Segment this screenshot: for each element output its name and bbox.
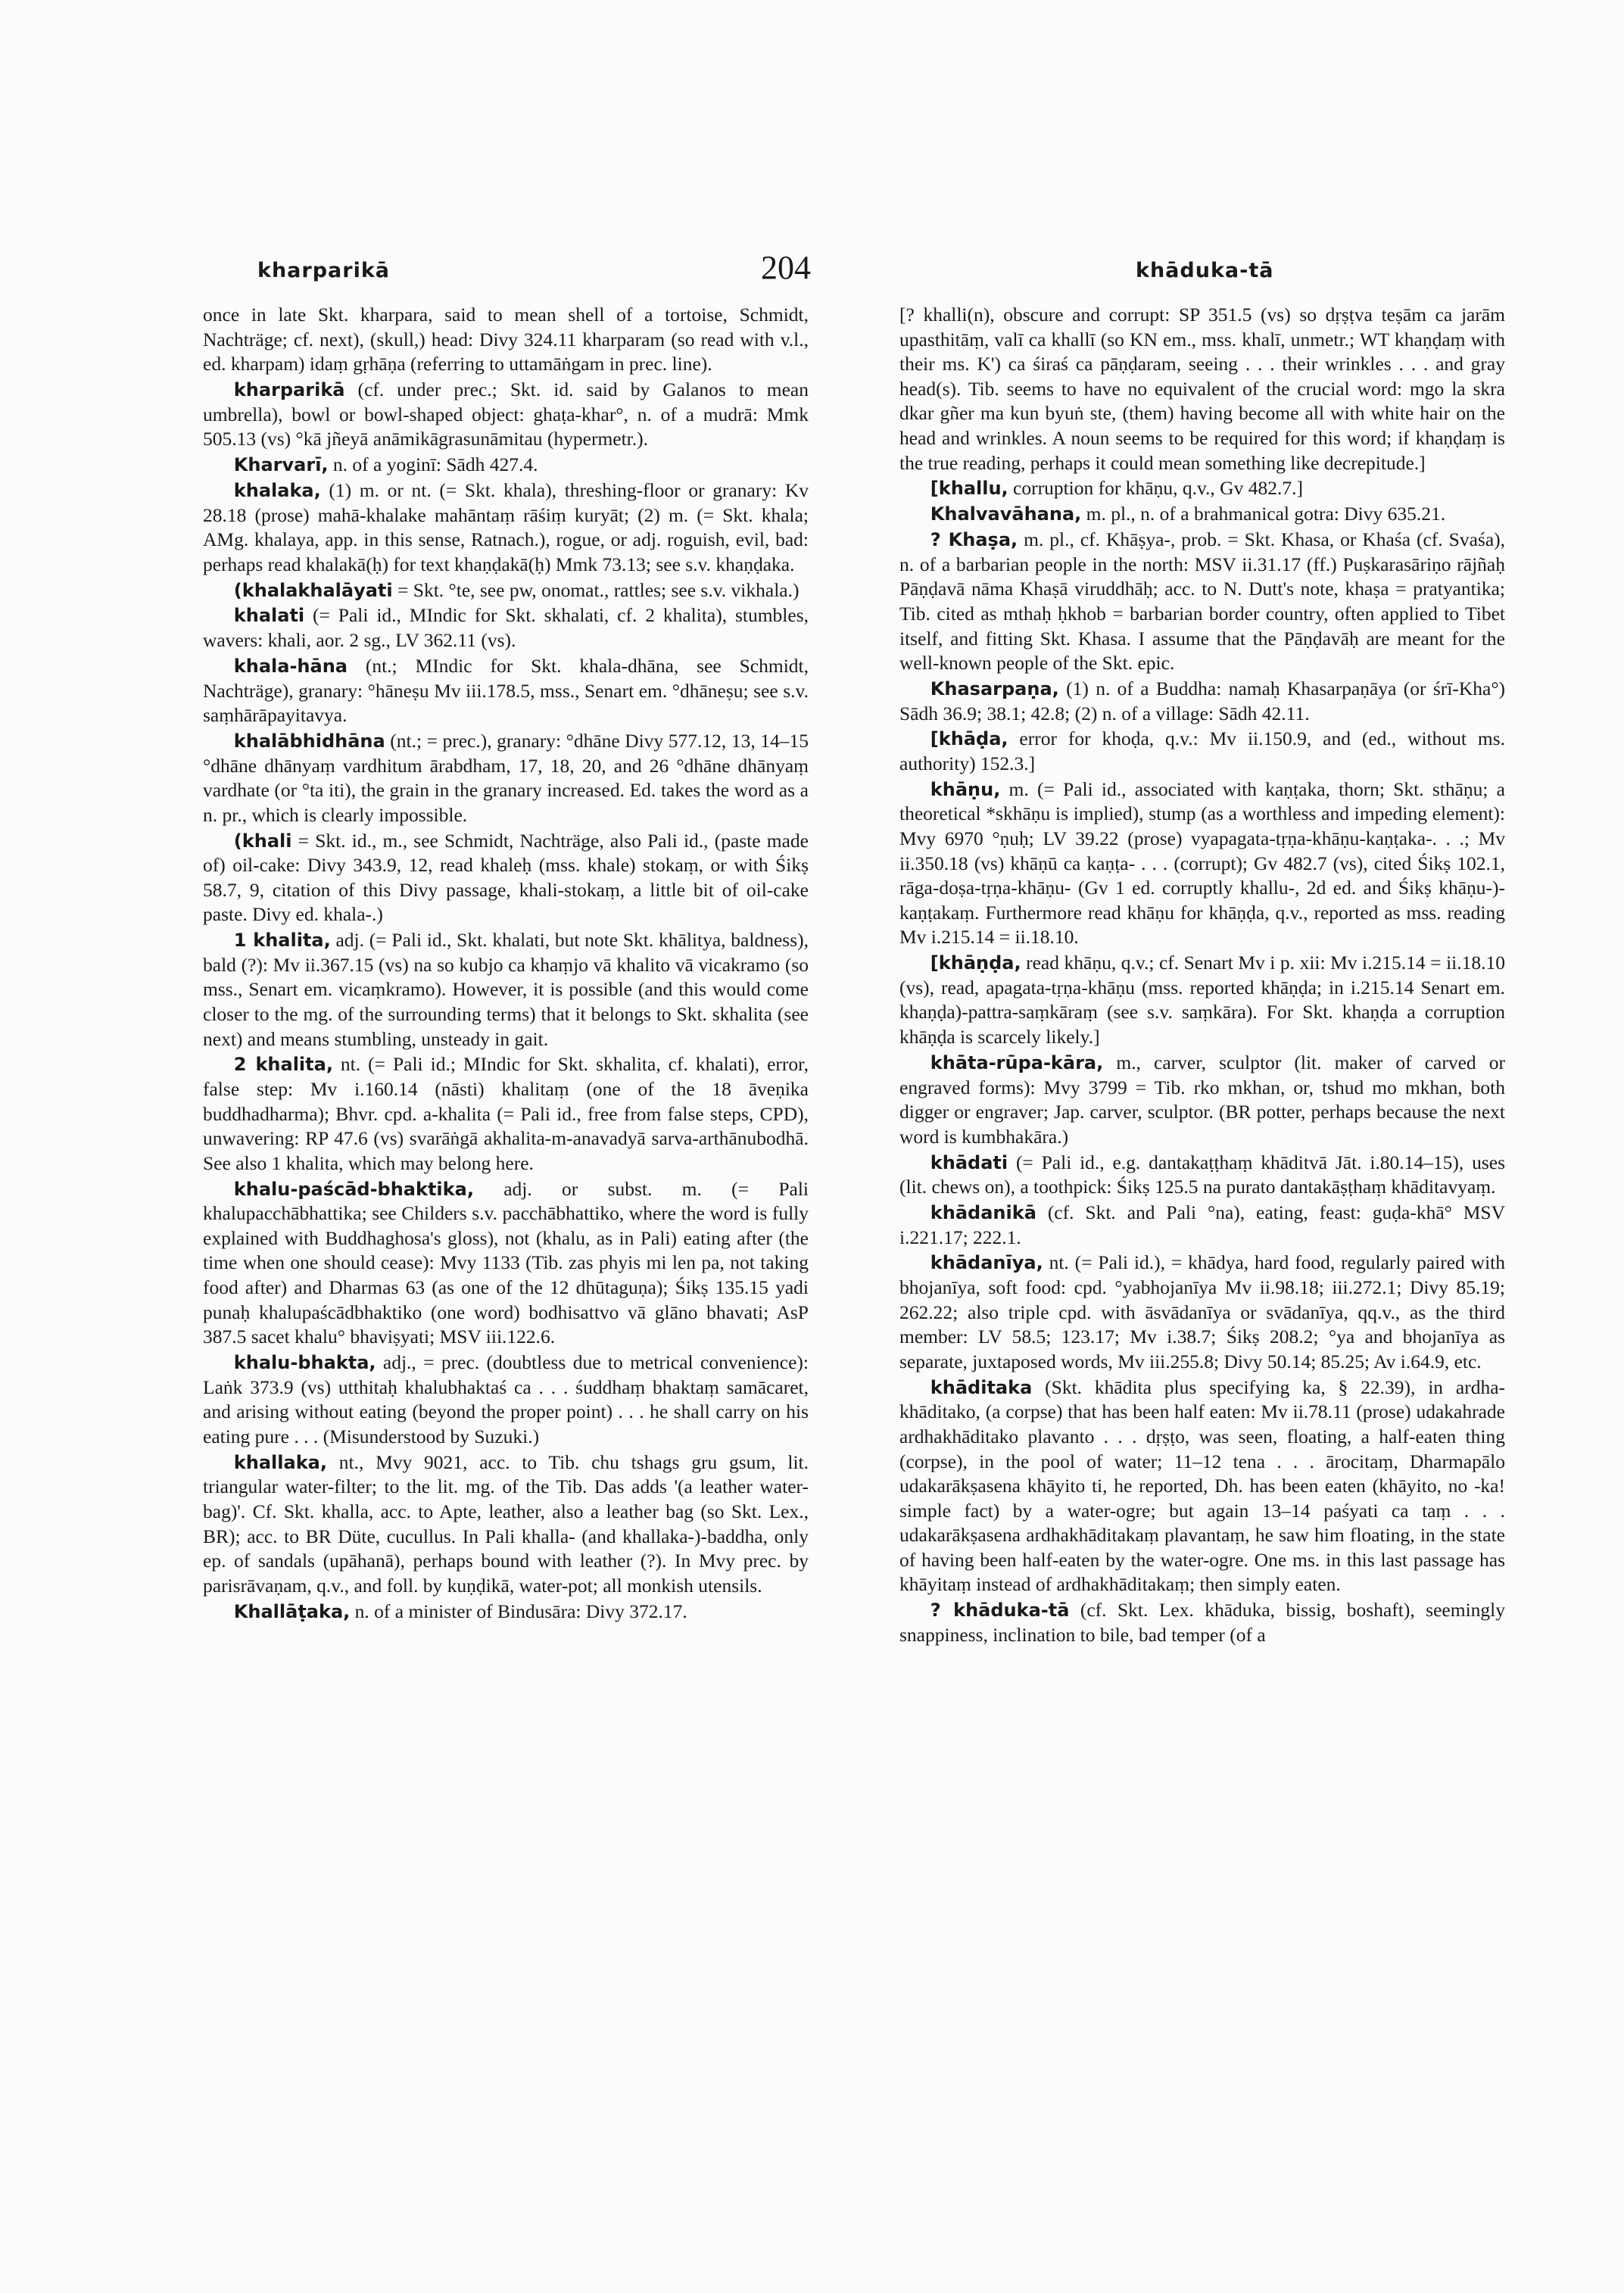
entry-headword: khalu-paścād-bhaktika,	[233, 1178, 474, 1200]
dictionary-entry	[899, 777, 1505, 950]
entry-text: (nt.; = prec.), granary: °dhāne Divy 577.12, 13, 14–15 °dhāne dhānyaṃ vardhitum ārabdham, 17, 18, 20, and 26 °dhāne dhānyaṃ vardhate (or °ta iti), the grain in the granary increased. Ed. takes the word as a n. pr., which is clearly impossible.	[203, 729, 809, 826]
entry-text: (1) n. of a Buddha: namaḥ Khasarpaṇāya (or śrī-Kha°) Sādh 36.9; 38.1; 42.8; (2) n. of a village: Sādh 42.11.	[899, 677, 1506, 724]
entry-text: (= Pali id., e.g. dantakaṭṭhaṃ khāditvā Jāt. i.80.14–15), uses (lit. chews on), a toothpick: Śikṣ 125.5 na puratо dantakāṣṭhaṃ khāditavyaṃ.	[899, 1151, 1506, 1198]
dictionary-entry	[203, 578, 809, 603]
dictionary-entry	[203, 654, 809, 728]
entry-text: nt. (= Pali id.; MIndic for Skt. skhalita, cf. khalati), error, false step: Mv i.160.14 (nāsti) khalitaṃ (one of the 18 āveṇika buddhadharma); Bhvr. cpd. a-khalita (= Pali id., free from false steps, CPD), unwavering: RP 47.6 (vs) svarāṅgā akhalita-m-anavadyā sarva-arthānubodhā. See also 1 khalita, which may belong here.	[203, 1053, 809, 1174]
entry-headword: khalaka,	[233, 479, 321, 501]
entry-text: (cf. Skt. Lex. khāduka, bissig, boshaft), seemingly snappiness, inclination to bile, bad temper (of a	[899, 1599, 1505, 1646]
entry-headword: (khali	[233, 830, 292, 852]
dictionary-entry	[899, 1201, 1505, 1250]
entry-headword: Kharvarī,	[233, 454, 329, 476]
dictionary-entry	[203, 478, 809, 577]
dictionary-entry	[899, 677, 1505, 726]
left-column	[203, 303, 809, 1625]
dictionary-entry	[899, 528, 1505, 676]
entry-headword: khāditaka	[930, 1376, 1033, 1398]
entry-text: = Skt. °te, see pw, onomat., rattles; see s.v. vikhala.)	[397, 578, 800, 601]
dictionary-entry	[203, 928, 809, 1051]
dictionary-entry	[899, 1598, 1505, 1647]
entry-text: (cf. under prec.; Skt. id. said by Galanos to mean umbrella), bowl or bowl-shaped object: ghaṭa-khar°, n. of a mudrā: Mmk 505.13 (vs) °kā jñeyā anāmikāgrasunāmitau (hypermetr.).	[203, 379, 809, 450]
right-column	[899, 303, 1505, 1649]
dictionary-entry	[899, 1151, 1505, 1200]
entry-headword: khādanīya,	[930, 1252, 1043, 1274]
dictionary-entry	[203, 1052, 809, 1176]
entry-text: adj. or subst. m. (= Pali khalupacchābhattika; see Childers s.v. pacchābhattiko, where the word is fully explained with Buddhaghosa's gloss), not (khalu, as in Pali) eating after (the time when one should cease): Mvy 1133 (Tib. zas phyis mi len pa, not taking food after) and Dharmas 63 (as one of the 12 dhūtaguṇa); Śikṣ 135.15 yadi punaḥ khalupaścādbhaktiko (one word) bodhisattvo vā glāno bhavati; AsP 387.5 sacet khalu° bhaviṣyati; MSV iii.122.6.	[203, 1177, 809, 1348]
entry-headword: khāṇu,	[930, 778, 1001, 800]
dictionary-entry	[899, 502, 1505, 527]
entry-text: n. of a yoginī: Sādh 427.4.	[332, 453, 538, 476]
entry-headword: Khalvavāhana,	[930, 503, 1082, 525]
entry-text: (cf. Skt. and Pali °na), eating, feast: guḍa-khā° MSV i.221.17; 222.1.	[899, 1201, 1506, 1248]
entry-text: nt., Mvy 9021, acc. to Tib. chu tshags gru gsum, lit. triangular water-filter; to the lit. mg. of the Tib. Das adds '(a leather water-bag)'. Cf. Skt. khalla, acc. to Apte, leather, also a leather bag (so Skt. Lex., BR); acc. to BR Düte, cucullus. In Pali khalla- (and khallaka-)-baddha, only ep. of sandals (upāhanā), perhaps bound with leather (?). In Mvy prec. by parisrāvaṇam, q.v., and foll. by kuṇḍikā, water-pot; all monkish utensils.	[203, 1450, 809, 1597]
entry-headword: [khāḍa,	[930, 728, 1008, 750]
entry-headword: [khallu,	[930, 478, 1008, 500]
dictionary-entry	[203, 1450, 809, 1599]
dictionary-entry	[899, 476, 1505, 501]
entry-text: m. (= Pali id., associated with kaṇṭaka, thorn; Skt. sthāṇu; a theoretical *skhāṇu is implied), stump (as a worthless and impeding element): Mvy 6970 °ṇuḥ; LV 39.22 (prose) vyapagata-tṛṇa-khāṇu-kaṇṭaka-. . .; Mv ii.350.18 (vs) khāṇū ca kaṇṭa- . . . (corrupt); Gv 482.7 (vs), cited Śikṣ 102.1, rāga-doṣa-tṛṇa-khāṇu- (Gv 1 ed. corruptly khallu-, 2d ed. and Śikṣ khāṇu-)-kaṇṭakaṃ. Furthermore read khāṇu for khāṇḍa, q.v., reported as mss. reading Mv i.215.14 = ii.18.10.	[899, 777, 1505, 949]
entry-headword: khallaka,	[233, 1451, 327, 1473]
entry-headword: Khallāṭaka,	[233, 1600, 351, 1622]
entry-text: (1) m. or nt. (= Skt. khala), threshing-floor or granary: Kv 28.18 (prose) mahā-khalake mahāntaṃ rāśiṃ kuryāt; (2) m. (= Skt. khala; AMg. khalaya, app. in this sense, Ratnach.), rogue, or adj. roguish, evil, bad: perhaps read khalakā(ḥ) for text khaṇḍakā(ḥ) Mmk 73.13; see s.v. khaṇḍaka.	[203, 478, 809, 575]
entry-text: corruption for khāṇu, q.v., Gv 482.7.]	[1013, 477, 1303, 500]
entry-text: (nt.; MIndic for Skt. khala-dhāna, see Schmidt, Nachträge), granary: °hāneṣu Mv iii.178.5, mss., Senart em. °dhāneṣu; see s.v. saṃhārāpayitavya.	[203, 654, 809, 727]
dictionary-entry	[899, 951, 1505, 1049]
entry-text: read khāṇu, q.v.; cf. Senart Mv i p. xii: Mv i.215.14 = ii.18.10 (vs), read, apagata-tṛṇa-khāṇu (mss. reported khāṇḍa; in i.215.14 Senart em. khaṇḍa)-pattra-saṃkāraṃ (see s.v. saṃkāra). For Skt. khaṇḍa a corruption khāṇḍa is scarcely likely.]	[899, 952, 1505, 1048]
page-header	[0, 248, 1624, 294]
dictionary-entry	[899, 1375, 1505, 1597]
entry-headword: khādati	[930, 1151, 1008, 1173]
dictionary-entry	[899, 1051, 1505, 1149]
entry-text: nt. (= Pali id.), = khādya, hard food, regularly paired with bhojanīya, soft food: cpd. °yabhojanīya Mv ii.98.18; iii.272.1; Divy 85.19; 262.22; also triple cpd. with āsvādanīya or svādanīya, qq.v., as the third member: LV 58.5; 123.17; Mv i.38.7; Śikṣ 208.2; °ya and bhojanīya as separate, juxtaposed words, Mv iii.255.8; Divy 50.14; 85.25; Av i.64.9, etc.	[899, 1251, 1506, 1372]
entry-text: adj., = prec. (doubtless due to metrical convenience): Laṅk 373.9 (vs) utthitaḥ khalubhaktaś ca . . . śuddhaṃ bhaktaṃ samācaret, and arising without eating (beyond the proper point) . . . he shall carry on his eating pure . . . (Misunderstood by Suzuki.)	[203, 1351, 809, 1447]
entry-text: n. of a minister of Bindusāra: Divy 372.17.	[354, 1600, 687, 1622]
entry-text: m. pl., cf. Khāṣya-, prob. = Skt. Khasa, or Khaśa (cf. Svaśa), n. of a barbarian people in the north: MSV ii.31.17 (ff.) Puṣkarasāriṇo rājñaḥ Pāṇḍavā nāma Khaṣā viruddhāḥ; acc. to N. Dutt's note, khaṣa = pratyantika; Tib. cited as mthaḥ ḥkhob = barbarian border country, often applied to Tibet itself, and fitting Skt. Khasa. I assume that the Pāṇḍavāḥ are meant for the well-known people of the Skt. epic.	[899, 528, 1505, 675]
dictionary-entry	[203, 603, 809, 653]
entry-headword: khalu-bhakta,	[233, 1352, 376, 1374]
entry-headword: kharparikā	[233, 379, 345, 401]
dictionary-entry	[203, 1351, 809, 1449]
dictionary-entry	[203, 453, 809, 478]
entry-headword: 2 khalita,	[233, 1054, 333, 1076]
entry-headword: Khasarpaṇa,	[930, 678, 1059, 699]
dictionary-entry	[203, 729, 809, 827]
entry-text: (Skt. khādita plus specifying ka, § 22.39), in ardha-khāditako, (a corpse) that has been half eaten: Mv ii.78.11 (prose) udakahrade ardhakhāditako plavanto . . . dṛṣṭo, was seen, floating, a half-eaten thing (corpse), in the pool of water; 11–12 tena . . . ārocitaṃ, Dharmapālo udakarākṣasena khāyito ti, he reported, Dh. has been eaten (khāyito, no -ka! simple fact) by a water-ogre; but again 13–14 paśyati ca taṃ . . . udakarākṣasena ardhakhāditakaṃ plavantaṃ, he saw him floating, in the state of having been half-eaten by the water-ogre. One ms. in this last passage has khāyitaṃ instead of ardhakhāditakaṃ; then simply eaten.	[899, 1375, 1506, 1596]
entry-headword: khala-hāna	[233, 655, 348, 677]
right-guide-word: khāduka-tā	[1136, 259, 1274, 282]
dictionary-entry	[203, 829, 809, 927]
entry-text: adj. (= Pali id., Skt. khalati, but note Skt. khālitya, baldness), bald (?): Mv ii.367.15 (vs) na so kubjo ca khaṃjo vā khalito vā vicakramo (so mss., Senart em. vicaṃkramo). However, it is possible (and this would come closer to the mg. of the surrounding terms) that it belongs to Skt. skhalita (see next) and means stumbling, unsteady in gait.	[203, 929, 809, 1050]
entry-text: error for khoḍa, q.v.: Mv ii.150.9, and (ed., without ms. authority) 152.3.]	[899, 727, 1505, 775]
entry-headword: khāta-rūpa-kāra,	[930, 1051, 1104, 1073]
dictionary-entry	[203, 303, 809, 377]
entry-headword: ? Khaṣa,	[930, 529, 1018, 551]
dictionary-entry	[203, 1177, 809, 1350]
entry-text: m. pl., n. of a brahmanical gotra: Divy 635.21.	[1086, 503, 1446, 525]
dictionary-entry	[203, 378, 809, 452]
entry-headword: (khalakhalāyati	[233, 579, 393, 601]
entry-text: m., carver, sculptor (lit. maker of carved or engraved forms): Mvy 3799 = Tib. rko mkhan, or, tshud mo mkhan, both digger or engraver; Jap. carver, sculptor. (BR potter, perhaps because the next word is kumbhakāra.)	[899, 1051, 1505, 1148]
dictionary-entry	[203, 1600, 809, 1625]
entry-headword: khādanikā	[930, 1202, 1036, 1224]
dictionary-entry	[899, 1251, 1505, 1374]
entry-headword: 1 khalita,	[233, 930, 331, 952]
entry-text: (= Pali id., MIndic for Skt. skhalati, cf. 2 khalita), stumbles, wavers: khali, aor. 2 sg., LV 362.11 (vs).	[203, 604, 809, 652]
entry-headword: khalati	[233, 605, 305, 627]
dictionary-entry	[899, 727, 1505, 776]
dictionary-entry	[899, 303, 1505, 475]
entry-text: [? khalli(n), obscure and corrupt: SP 351.5 (vs) so dṛṣṭva teṣām ca jarām upasthitāṃ, valī ca khallī (so KN em., mss. khalī, unmetr.; WT khaṇḍaṃ with their ms. K') ca śiraś ca pāṇḍaram, seeing . . . their wrinkles . . . and gray head(s). Tib. seems to have no equivalent of the crucial word: mgo la skra dkar gñer ma kun byuṅ ste, (them) having become all with white hair on the head and wrinkles. A noun seems to be required for this word; if khaṇḍaṃ is the true reading, perhaps it could mean something like decrepitude.]	[899, 304, 1505, 474]
entry-headword: [khāṇḍa,	[930, 952, 1021, 974]
left-guide-word: kharparikā	[257, 259, 391, 282]
entry-headword: ? khāduka-tā	[930, 1600, 1070, 1622]
entry-text: = Skt. id., m., see Schmidt, Nachträge, also Pali id., (paste made of) oil-cake: Divy 343.9, 12, read khaleḥ (mss. khale) stokaṃ, or with Śikṣ 58.7, 9, citation of this Divy passage, khali-stokaṃ, a little bit of oil-cake paste. Divy ed. khala-.)	[203, 829, 809, 926]
entry-headword: khalābhidhāna	[233, 730, 385, 752]
entry-text: once in late Skt. kharpara, said to mean shell of a tortoise, Schmidt, Nachträge; cf. next), (skull,) head: Divy 324.11 kharparam (so read with v.l., ed. kharpam) idaṃ gṛhāṇa (referring to uttamāṅgam in prec. line).	[203, 304, 809, 375]
page-number: 204	[761, 249, 811, 286]
